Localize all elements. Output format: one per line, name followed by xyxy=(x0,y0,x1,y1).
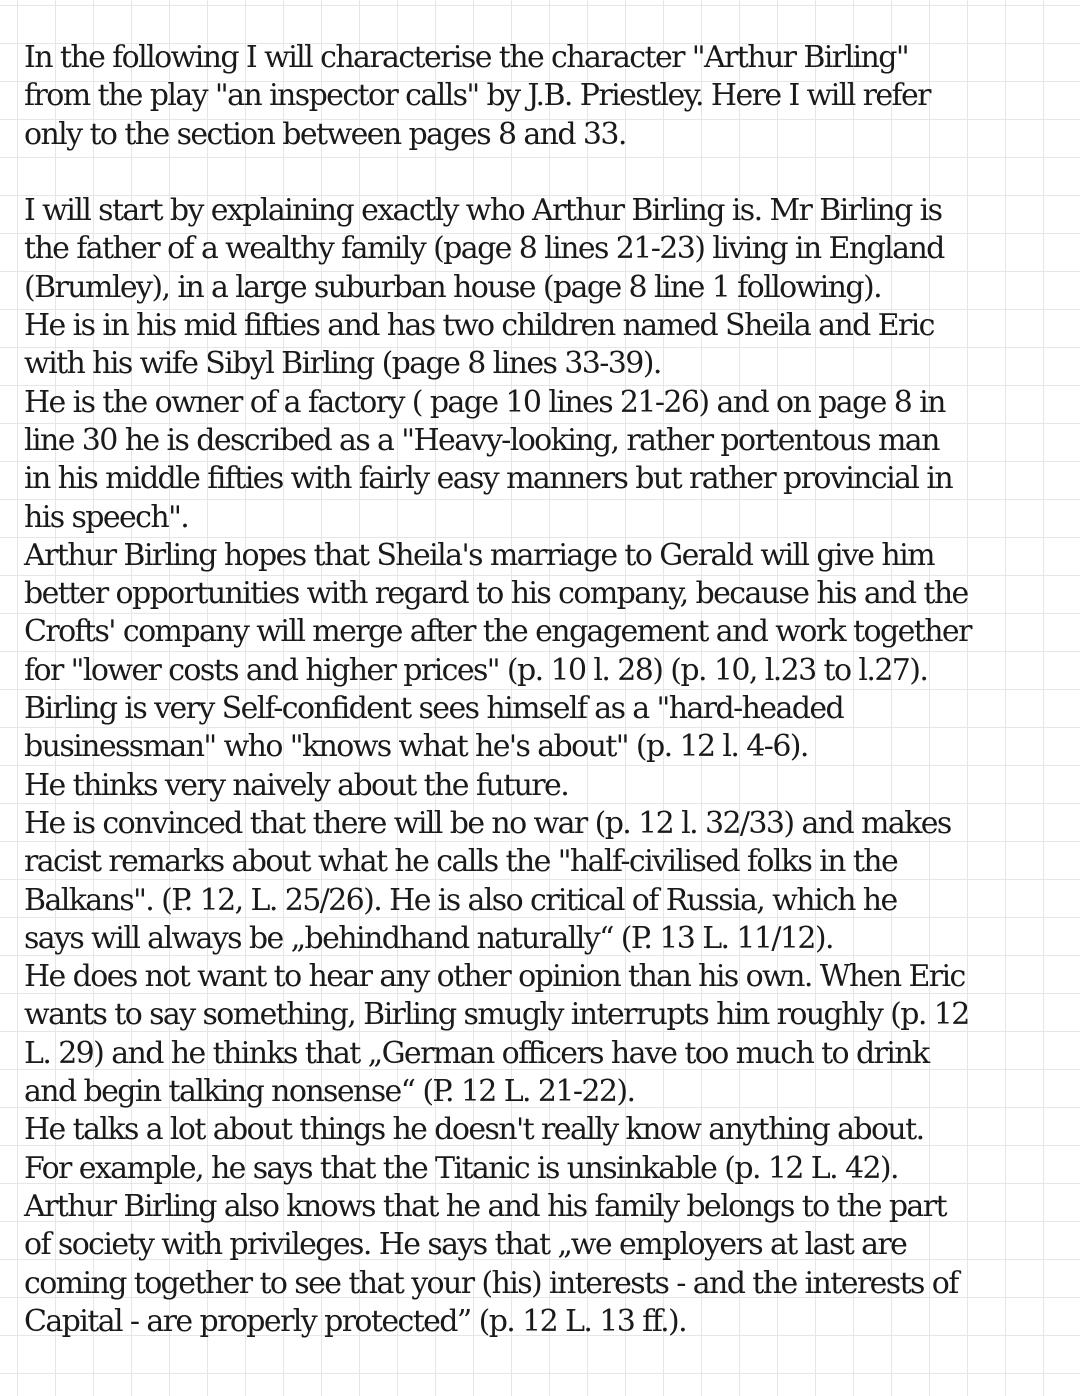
text-line: Arthur Birling hopes that Sheila's marriage to Gerald will give him xyxy=(24,537,934,573)
text-line: He is in his mid fifties and has two children named Sheila and Eric xyxy=(24,308,934,344)
text-line: wants to say something, Birling smugly interrupts him roughly (p. 12 xyxy=(24,997,969,1033)
text-line: He is the owner of a factory ( page 10 lines 21-26) and on page 8 in xyxy=(24,384,945,420)
body-paragraph xyxy=(24,192,1064,1341)
text-line: coming together to see that your (his) interests - and the interests of xyxy=(24,1265,958,1301)
text-line: for "lower costs and higher prices" (p. 10 l. 28) (p. 10, l.23 to l.27). xyxy=(24,652,928,688)
text-line: his speech". xyxy=(24,499,189,535)
text-line: Arthur Birling also knows that he and his family belongs to the part xyxy=(24,1188,946,1224)
text-line: and begin talking nonsense“ (P. 12 L. 21-22). xyxy=(24,1074,635,1110)
text-line: (Brumley), in a large suburban house (page 8 line 1 following). xyxy=(24,269,882,305)
text-line: Balkans". (P. 12, L. 25/26). He is also critical of Russia, which he xyxy=(24,882,897,918)
text-line: For example, he says that the Titanic is unsinkable (p. 12 L. 42). xyxy=(24,1150,898,1186)
text-line: L. 29) and he thinks that „German officers have too much to drink xyxy=(24,1035,929,1071)
text-line: says will always be „behindhand naturally“ (P. 13 L. 11/12). xyxy=(24,920,833,956)
text-line: He talks a lot about things he doesn't really know anything about. xyxy=(24,1112,924,1148)
text-line: He does not want to hear any other opinion than his own. When Eric xyxy=(24,959,965,995)
text-line: from the play "an inspector calls" by J.B. Priestley. Here I will refer xyxy=(24,78,930,114)
text-line: In the following I will characterise the character "Arthur Birling" xyxy=(24,40,909,75)
text-line: I will start by explaining exactly who Arthur Birling is. Mr Birling is xyxy=(24,193,942,229)
text-line: with his wife Sibyl Birling (page 8 lines 33-39). xyxy=(24,346,661,382)
text-line: of society with privileges. He says that „we employers at last are xyxy=(24,1227,907,1263)
text-line: the father of a wealthy family (page 8 lines 21-23) living in England xyxy=(24,231,944,267)
intro-paragraph xyxy=(24,39,1064,154)
text-line: line 30 he is described as a "Heavy-looking, rather portentous man xyxy=(24,422,939,458)
text-line: businessman" who "knows what he's about" (p. 12 l. 4-6). xyxy=(24,729,808,765)
paragraph-gap xyxy=(24,154,1064,192)
text-line: He is convinced that there will be no war (p. 12 l. 32/33) and makes xyxy=(24,805,951,841)
document-page xyxy=(24,39,1064,1341)
text-line: Birling is very Self-confident sees himself as a "hard-headed xyxy=(24,691,844,727)
text-line: He thinks very naively about the future. xyxy=(24,767,569,803)
text-line: only to the section between pages 8 and 33. xyxy=(24,116,626,152)
text-line: Capital - are properly protected” (p. 12 L. 13 ff.). xyxy=(24,1303,687,1339)
text-line: Crofts' company will merge after the engagement and work together xyxy=(24,614,971,650)
text-line: better opportunities with regard to his company, because his and the xyxy=(24,576,968,612)
text-line: racist remarks about what he calls the "half-civilised folks in the xyxy=(24,844,898,880)
text-line: in his middle fifties with fairly easy manners but rather provincial in xyxy=(24,461,953,497)
